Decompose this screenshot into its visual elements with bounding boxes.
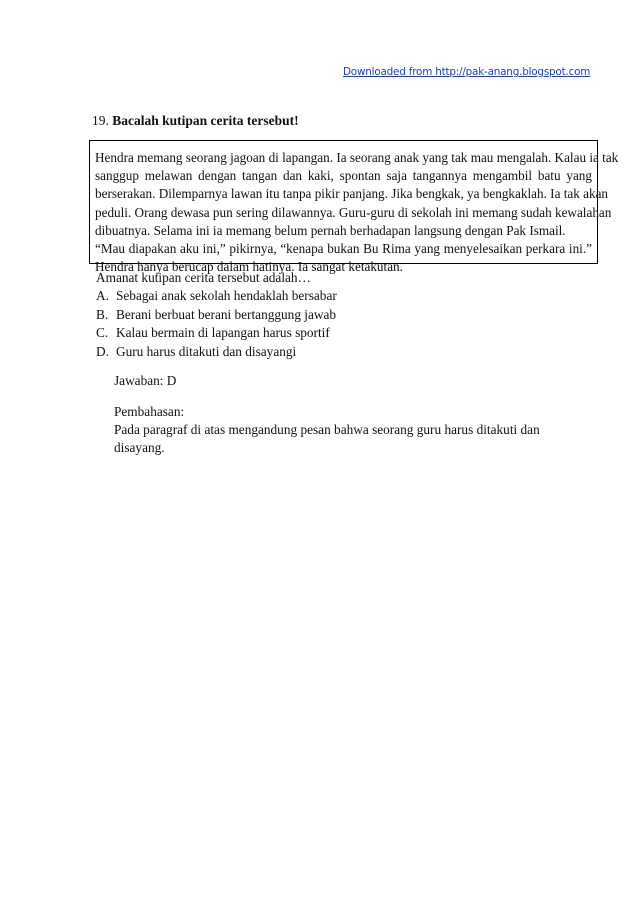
question-stem: Amanat kutipan cerita tersebut adalah… [96,270,311,285]
story-line: “Mau diapakan aku ini,” pikirnya, “kenapa bukan Bu Rima yang menyelesaikan perkara ini.” [95,241,592,257]
question-title [92,113,299,129]
explanation-line: Pada paragraf di atas mengandung pesan bahwa seorang guru harus ditakuti dan [114,422,540,437]
explanation-label: Pembahasan: [114,404,185,419]
question-number: 19. [92,113,109,128]
story-line: sanggup melawan dengan tangan dan kaki, spontan saja tangannya mengambil batu yang [95,168,592,184]
story-excerpt-box [89,140,619,275]
option-text: Sebagai anak sekolah hendaklah bersabar [116,288,337,303]
option-letter: C. [96,325,109,341]
option-text: Kalau bermain di lapangan harus sportif [116,325,330,341]
option-letter: D. [96,343,109,359]
option-letter: A. [96,288,109,303]
story-line: peduli. Orang dewasa pun sering dilawannya. Guru-guru di sekolah ini memang sudah kewalahan [95,204,612,220]
option-text: Guru harus ditakuti dan disayangi [116,343,297,359]
explanation-line: disayang. [114,440,165,456]
story-line: berserakan. Dilemparnya lawan itu tanpa pikir panjang. Jika bengkak, ya bengkaklah. Ia tak akan [95,186,609,202]
story-line: Hendra memang seorang jagoan di lapangan. Ia seorang anak yang tak mau mengalah. Kalau ia tak [95,150,619,165]
option-c [96,324,337,343]
option-a [96,287,337,306]
explanation-text [114,421,544,458]
option-d [96,343,337,362]
option-b [96,306,337,325]
story-line: Hendra hanya berucap dalam hatinya. Ia sangat ketakutan. [95,259,403,275]
option-letter: B. [96,306,109,322]
question-instruction: Bacalah kutipan cerita tersebut! [112,113,299,128]
download-source-link[interactable]: Downloaded from http://pak-anang.blogspot.com [343,66,591,78]
story-line: dibuatnya. Selama ini ia memang belum pernah berhadapan langsung dengan Pak Ismail. [95,222,566,238]
answer-key: Jawaban: D [114,373,177,388]
option-text: Berani berbuat berani bertanggung jawab [116,306,337,322]
answer-options [96,287,337,361]
